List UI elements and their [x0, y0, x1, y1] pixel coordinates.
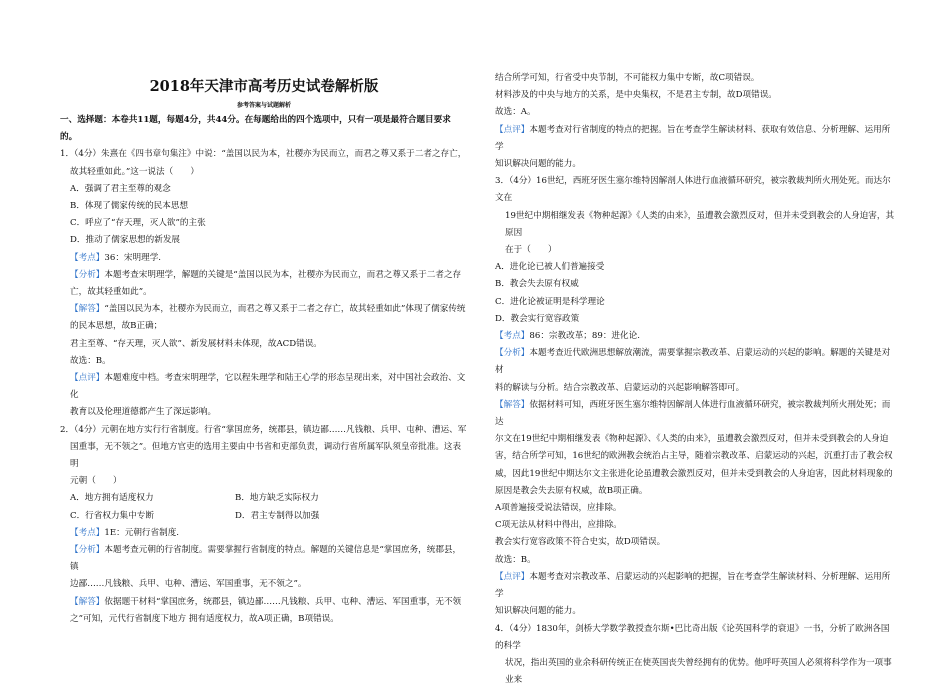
q2-stem: 2．（4分）元朝在地方实行行省制度。行省“掌国庶务，统郡县，镇边鄙……凡钱粮、兵甲、屯种、漕运、军 — [60, 424, 467, 435]
q1-option-d: D．推动了儒家思想的新发展 — [70, 235, 181, 246]
document-title: 2018年天津市高考历史试卷解析版 — [149, 78, 379, 95]
q2-stem-cont: 国重事，无不领之”。但地方官吏的选用主要由中书省和吏部负责，调动行省所属军队须皇帝批准。这表明 — [70, 441, 462, 470]
q1-fenxi-cont: 亡，故其轻重如此”。 — [70, 287, 152, 298]
jieda-tag: 【解答】 — [70, 304, 105, 315]
q1-stem-cont: 故其轻重如此。”这一说法（ ） — [70, 166, 200, 177]
q2-fenxi-cont: 边鄙……凡钱粮、兵甲、屯种、漕运、军国重事，无不领之”。 — [70, 579, 307, 590]
q2-option-d: D．君主专制得以加强 — [235, 510, 320, 521]
jieda-tag: 【解答】 — [495, 399, 530, 410]
kaodian-tag: 【考点】 — [70, 252, 105, 263]
q3-jieda-cont: 尔文在19世纪中期相继发表《物种起源》、《人类的由来》，虽遭教会激烈反对，但并未受到教会的人身迫 — [495, 434, 889, 445]
q1-dianping: 【点评】本题难度中档。考查宋明理学，它以程朱理学和陆王心学的形态呈现出来，对中国社会政治、文化 — [70, 373, 466, 401]
kaodian-tag: 【考点】 — [70, 527, 105, 538]
q2-cont-1: 结合所学可知，行省受中央节制，不可能权力集中专断，故C项错误。 — [495, 73, 760, 83]
q2-fenxi: 【分析】本题考查元朝的行省制度。需要掌握行省制度的特点。解题的关键信息是“掌国庶务，统郡县，镇 — [70, 545, 462, 573]
jieda-tag: 【解答】 — [70, 596, 105, 607]
fenxi-tag: 【分析】 — [495, 348, 530, 359]
q2-option-b: B．地方缺乏实际权力 — [235, 493, 319, 504]
q3-option-a: A．进化论已被人们普遍接受 — [495, 262, 605, 273]
q2-option-c: C．行省权力集中专断 — [70, 510, 154, 521]
q1-jieda-cont2: 君主至尊、“存天理，灭人欲”、新发展材料未体现，故ACD错误。 — [70, 338, 322, 349]
fenxi-tag: 【分析】 — [70, 269, 105, 280]
q3-fenxi: 【分析】本题考查近代欧洲思想解放潮流，需要掌握宗教改革、启蒙运动的兴起的影响。解题的关键是对材 — [495, 348, 891, 376]
q2-kaodian: 【考点】1E：元朝行省制度. — [70, 527, 180, 538]
q1-stem: 1．（4分）朱熹在《四书章句集注》中说：“盖国以民为本，社稷亦为民而立，而君之尊又系于二者之存亡， — [60, 149, 467, 160]
q1-jieda: 【解答】“盖国以民为本，社稷亦为民而立，而君之尊又系于二者之存亡，故其轻重如此”体现了儒家传统 — [70, 304, 466, 315]
q2-jieda: 【解答】依据题干材料“掌国庶务，统郡县，镇边鄙……凡钱粮、兵甲、屯种、漕运、军国重事，无不领 — [70, 596, 462, 607]
q4-stem-cont: 状况，指出英国的业余科研传统正在使英国丧失曾经拥有的优势。他呼吁英国人必须将科学作为一项事业来 — [505, 657, 892, 686]
q3-jieda-cont2: 害，结合所学可知，16世纪的欧洲教会统治占主导，随着宗教改革、启蒙运动的兴起，沉重打击了教会权 — [495, 451, 893, 462]
q1-answer: 故选：B。 — [70, 355, 111, 366]
dianping-tag: 【点评】 — [70, 373, 105, 384]
q1-jieda-cont: 的民本思想，故B正确； — [70, 321, 163, 332]
q3-dianping-cont: 知识解决问题的能力。 — [495, 606, 581, 617]
q3-stem-cont2: 在于（ ） — [505, 245, 557, 256]
q3-kaodian: 【考点】86：宗教改革；89：进化论. — [495, 331, 640, 342]
q2-stem-cont2: 元朝（ ） — [70, 476, 122, 487]
q3-jieda-cont4: 原因是教会失去原有权威，故B项正确。 — [495, 485, 648, 496]
right-column — [495, 70, 895, 689]
q3-option-d: D．教会实行宽容政策 — [495, 313, 580, 324]
q2-options-row1 — [60, 490, 468, 507]
dianping-tag: 【点评】 — [495, 571, 530, 582]
q2-answer: 故选：A。 — [495, 107, 536, 118]
q3-stem-cont: 19世纪中期相继发表《物种起源》《人类的由来》，虽遭教会激烈反对，但并未受到教会的人身迫害，其原因 — [505, 210, 895, 238]
q3-jieda: 【解答】依据材料可知，西班牙医生塞尔维特因解剖人体进行血液循环研究，被宗教裁判所火刑处死；而达 — [495, 399, 891, 428]
q3-option-c: C．进化论被证明是科学理论 — [495, 296, 605, 307]
q3-option-b: B．教会失去原有权威 — [495, 279, 579, 290]
q3-stem: 3．（4分）16世纪，西班牙医生塞尔维特因解剖人体进行血液循环研究，被宗教裁判所火刑处死。而达尔文在 — [495, 176, 891, 204]
q3-elim-c: C项无法从材料中得出，应排除。 — [495, 520, 622, 531]
left-column — [60, 0, 468, 628]
q3-elim-d: 教会实行宽容政策不符合史实，故D项错误。 — [495, 537, 666, 548]
fenxi-tag: 【分析】 — [70, 545, 105, 556]
q3-jieda-cont3: 威，因此19世纪中期达尔文主张进化论虽遭教会激烈反对，但并未受到教会的人身迫害，因此材料现象的 — [495, 468, 893, 479]
q2-options-row2 — [60, 508, 468, 525]
q3-dianping: 【点评】本题考查对宗教改革、启蒙运动的兴起影响的把握，旨在考查学生解读材料、分析理解、运用所学 — [495, 571, 891, 600]
q3-elim-a: A项普遍接受说法错误，应排除。 — [495, 503, 622, 514]
section-heading: 一、选择题：本卷共11题，每题4分，共44分。在每题给出的四个选项中，只有一项是最符合题目要求的。 — [60, 115, 451, 143]
q2-option-a: A．地方拥有适度权力 — [70, 493, 154, 504]
q1-dianping-cont: 教育以及伦理道德都产生了深远影响。 — [70, 407, 217, 418]
document-subtitle: 参考答案与试题解析 — [236, 102, 291, 109]
q4-stem: 4．（4分）1830年，剑桥大学数学教授查尔斯•巴比奇出版《论英国科学的衰退》一书，分析了欧洲各国的科学 — [495, 623, 890, 651]
dianping-tag: 【点评】 — [495, 124, 530, 135]
q3-answer: 故选：B。 — [495, 554, 536, 565]
q1-kaodian: 【考点】36：宋明理学. — [70, 252, 162, 263]
q2-jieda-cont: 之”可知，元代行省制度下地方 拥有适度权力，故A项正确，B项错误。 — [70, 613, 339, 624]
q1-option-b: B．体现了儒家传统的民本思想 — [70, 201, 189, 212]
q1-option-a: A．强调了君主至尊的观念 — [70, 183, 171, 194]
kaodian-tag: 【考点】 — [495, 331, 530, 342]
q2-dianping: 【点评】本题考查对行省制度的特点的把握。旨在考查学生解读材料、获取有效信息、分析理解、运用所学 — [495, 124, 891, 152]
q2-dianping-cont: 知识解决问题的能力。 — [495, 159, 581, 170]
q3-fenxi-cont: 料的解读与分析。结合宗教改革、启蒙运动的兴起影响解答即可。 — [495, 382, 745, 393]
q1-option-c: C．呼应了“存天理，灭人欲”的主张 — [70, 218, 206, 229]
q1-fenxi: 【分析】本题考查宋明理学，解题的关键是“盖国以民为本，社稷亦为民而立，而君之尊又系于二者之存 — [70, 269, 462, 280]
q2-cont-2: 材料涉及的中央与地方的关系，是中央集权，不是君主专制，故D项错误。 — [495, 90, 777, 101]
